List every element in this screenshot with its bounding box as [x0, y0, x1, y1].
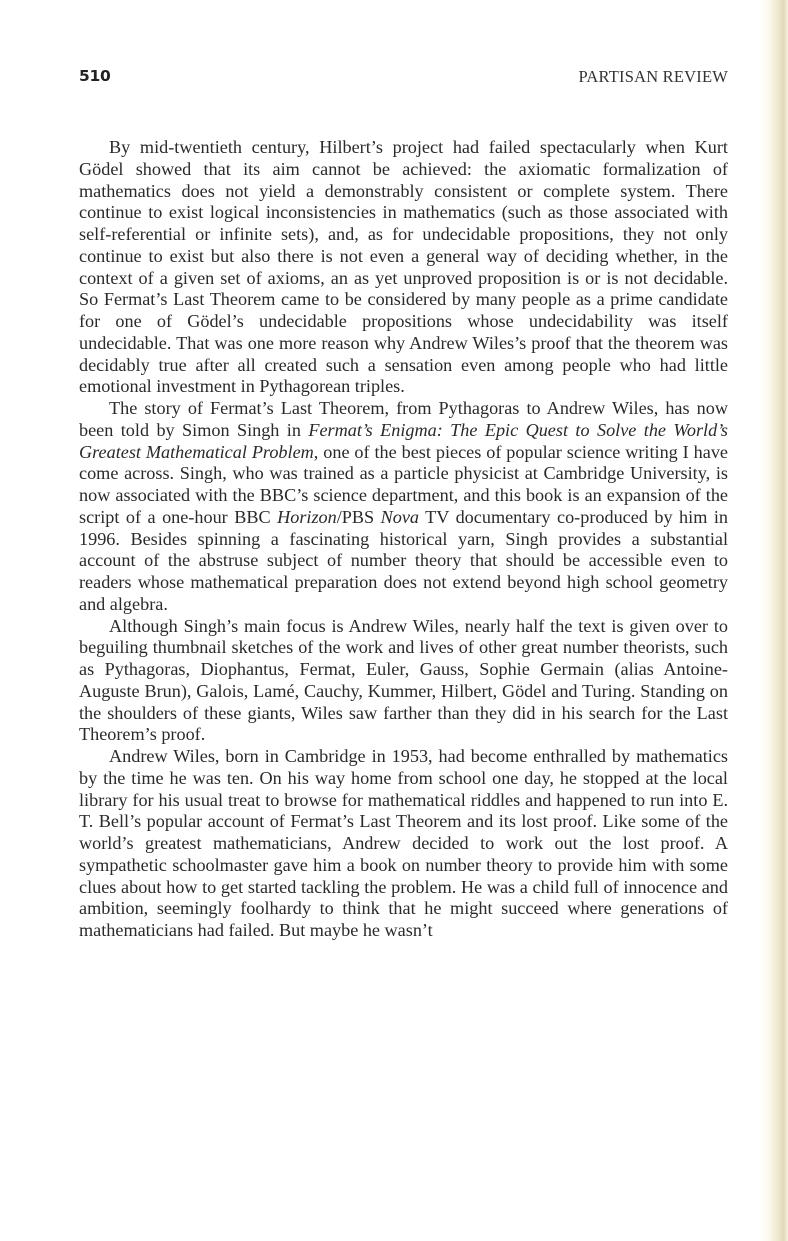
page-number: 510: [79, 67, 111, 85]
program-title-nova: Nova: [380, 506, 420, 527]
paragraph-3: [79, 616, 728, 747]
text-segment: Although Singh’s main focus is Andrew Wiles, nearly half the text is given over to beguiling thumbnail sketches of the work and lives of other great number theorists, such as Pythagoras, Diophantus, Fermat, Euler, Gauss, Sophie Germain (alias Antoine-Auguste Brun), Galois, Lamé, Cauchy, Kummer, Hilbert, Gödel and Turing. Standing on the shoulders of these giants, Wiles saw farther than they did in his search for the Last Theorem’s proof.: [79, 615, 728, 745]
text-segment: Andrew Wiles, born in Cambridge in 1953, had become enthralled by mathematics by the time he was ten. On his way home from school one day, he stopped at the local library for his usual treat to browse for mathematical riddles and happened to run into E. T. Bell’s popular account of Fermat’s Last Theorem and its lost proof. Like some of the world’s greatest mathematicians, Andrew decided to work out the lost proof. A sympathetic schoolmaster gave him a book on number theory to provide him with some clues about how to get started tackling the problem. He was a child full of innocence and ambition, seemingly foolhardy to think that he might succeed where generations of mathematicians had failed. But maybe he wasn’t: [79, 746, 728, 940]
article-body: [79, 137, 728, 942]
running-head: [79, 67, 728, 91]
text-segment: /PBS: [336, 506, 381, 527]
journal-title: PARTISAN REVIEW: [578, 67, 728, 86]
program-title-horizon: Horizon: [277, 506, 337, 527]
book-title: Fermat’s Enigma: The Epic Quest to Solve the World’s Greatest Mathematical Problem: [79, 419, 728, 462]
paragraph-2: [79, 398, 728, 616]
text-segment: TV documentary co-produced by him in 1996. Besides spinning a fascinating historical yarn, Singh provides a substantial account of the abstruse subject of number theory that should be accessible even to readers whose mathematical preparation does not extend beyond high school geometry and algebra.: [79, 506, 728, 614]
text-segment: , one of the best pieces of popular science writing I have come across. Singh, who was trained as a particle physicist at Cambridge University, is now associated with the BBC’s science department, and this book is an expansion of the script of a one-hour BBC: [79, 441, 728, 527]
text-segment: The story of Fermat’s Last Theorem, from Pythagoras to Andrew Wiles, has now been told by Simon Singh in: [79, 398, 728, 440]
text-segment: By mid-twentieth century, Hilbert’s project had failed spectacularly when Kurt Gödel showed that its aim cannot be achieved: the axiomatic formalization of mathematics does not yield a demonstrably consistent or complete system. There continue to exist logical inconsistencies in mathematics (such as those associated with self-referential or infinite sets), and, as for undecidable propositions, they not only continue to exist but also there is not even a general way of deciding whether, in the context of a given set of axioms, an as yet unproved proposition is or is not decidable. So Fermat’s Last Theorem came to be considered by many people as a prime candidate for one of Gödel’s undecidable propositions whose undecidability was itself undecidable. That was one more reason why Andrew Wiles’s proof that the theorem was decidably true after all created such a sensation even among people who had little emotional investment in Pythagorean triples.: [79, 137, 728, 397]
paragraph-1: [79, 137, 728, 398]
paragraph-4: [79, 746, 728, 942]
page-gutter-shadow: [758, 0, 788, 1241]
